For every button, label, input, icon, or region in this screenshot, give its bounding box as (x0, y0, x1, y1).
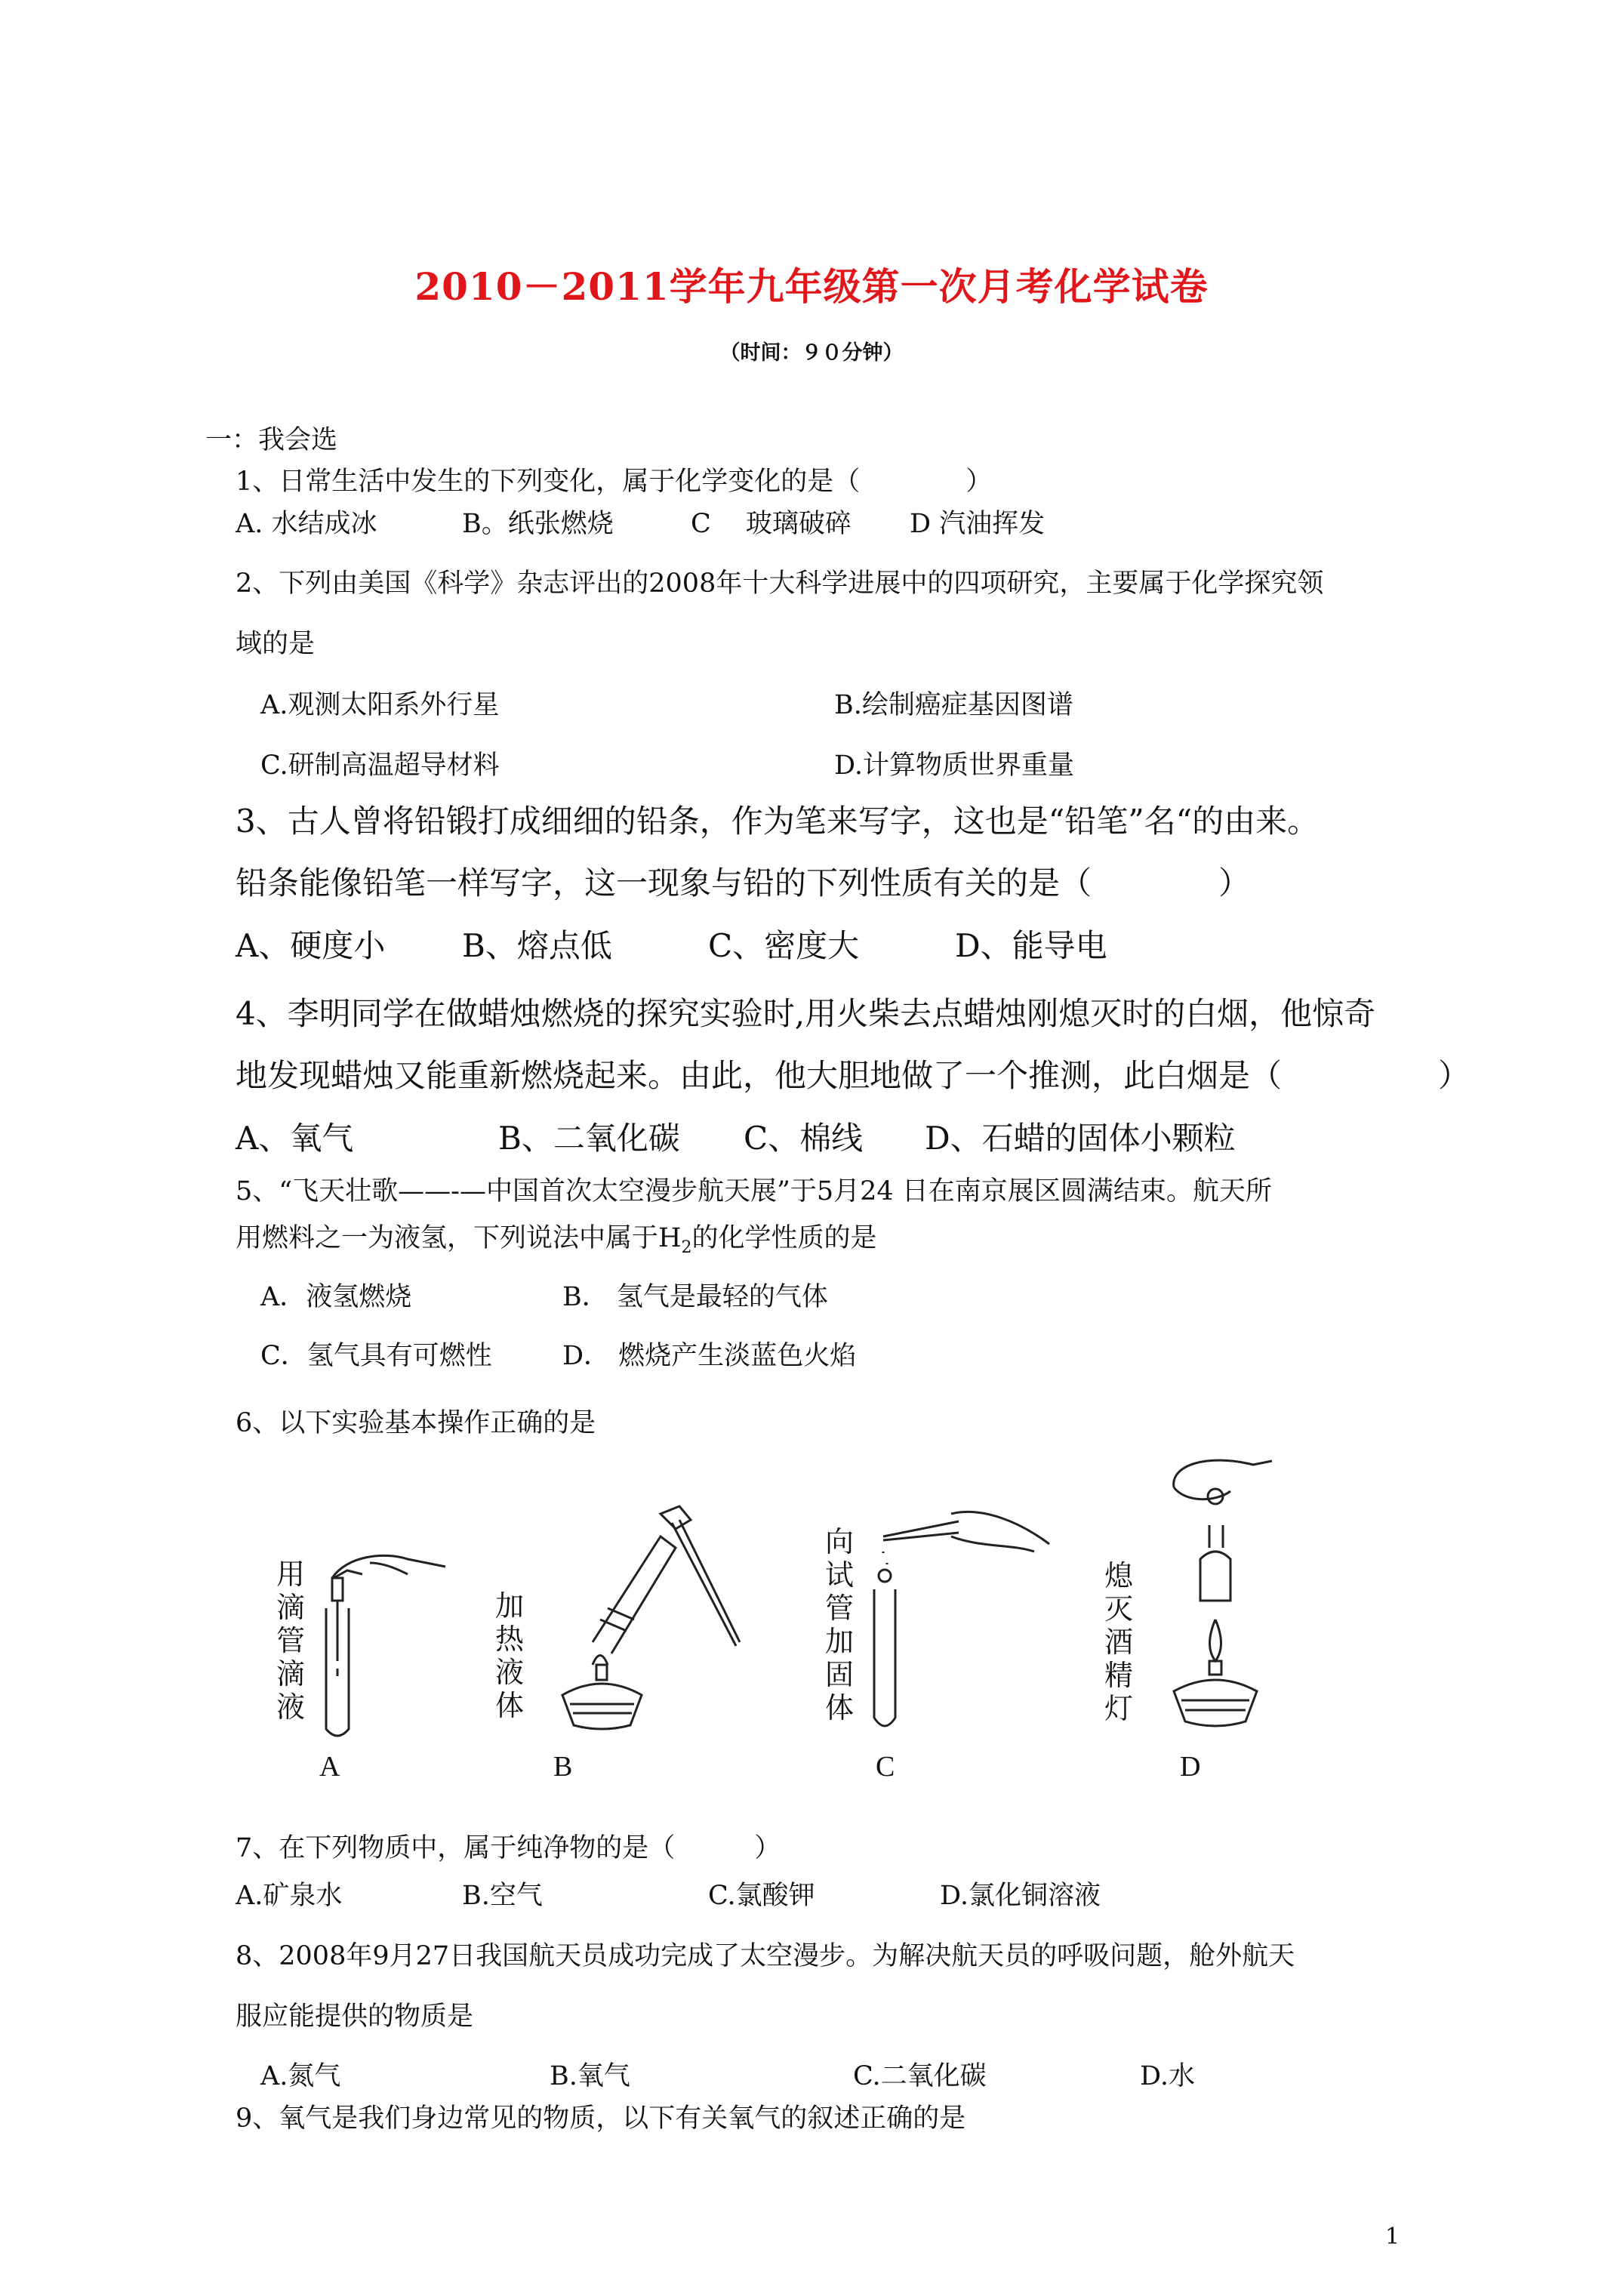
question-4-option-b: B、二氧化碳 (498, 1120, 680, 1157)
question-2-option-b: B.绘制癌症基因图谱 (834, 690, 1073, 720)
question-6-stem: 6、以下实验基本操作正确的是 (236, 1408, 596, 1438)
question-4-option-d: D、石蜡的固体小颗粒 (925, 1120, 1236, 1157)
figure-c-letter: C (876, 1751, 895, 1783)
question-9-stem: 9、氧气是我们身边常见的物质，以下有关氧气的叙述正确的是 (236, 2103, 966, 2134)
question-2-option-c: C.研制高温超导材料 (260, 750, 500, 781)
question-7-option-b: B.空气 (462, 1881, 543, 1911)
figure-c-label: 向试管加固体 (824, 1525, 854, 1724)
question-1-option-b: B。纸张燃烧 (462, 509, 614, 539)
question-5-stem-line-1: 5、“飞天壮歌——-—中国首次太空漫步航天展”于5月24 日在南京展区圆满结束。航天所 (236, 1176, 1272, 1207)
figure-b-label: 加热液体 (494, 1589, 524, 1722)
question-8-option-a: A.氮气 (260, 2061, 341, 2091)
question-5-stem-part-1: 用燃料之一为液氢，下列说法中属于H (236, 1223, 682, 1253)
question-5-subscript: 2 (681, 1238, 692, 1257)
section-heading: 一：我会选 (205, 425, 338, 455)
question-8-stem-line-1: 8、2008年9月27日我国航天员成功完成了太空漫步。为解决航天员的呼吸问题，舱外航天 (236, 1941, 1295, 1971)
question-2-stem-line-1: 2、下列由美国《科学》杂志评出的2008年十大科学进展中的四项研究，主要属于化学探究领 (236, 569, 1324, 599)
question-4-option-a: A、氧气 (236, 1120, 354, 1157)
question-5-option-a: A．液氢燃烧 (260, 1282, 412, 1312)
question-3-stem-line-1: 3、古人曾将铅锻打成细细的铅条，作为笔来写字，这也是“铅笔”名“的由来。 (236, 803, 1320, 840)
question-3-option-d: D、能导电 (955, 927, 1107, 964)
figure-d-lamp-illustration (1155, 1450, 1291, 1744)
question-1-option-c: C 玻璃破碎 (691, 509, 852, 539)
figure-a-label: 用滴管滴液 (276, 1558, 305, 1724)
question-4-answer-bracket: ） (1438, 1057, 1471, 1094)
question-8-option-c: C.二氧化碳 (853, 2061, 987, 2091)
question-4-option-c: C、棉线 (744, 1120, 864, 1157)
figure-d-label: 熄灭酒精灯 (1104, 1559, 1133, 1725)
question-4-stem-line-1: 4、李明同学在做蜡烛燃烧的探究实验时,用火柴去点蜡烛刚熄灭时的白烟，他惊奇 (236, 995, 1376, 1032)
question-5-option-d: D． 燃烧产生淡蓝色火焰 (562, 1341, 857, 1371)
figure-a-dropper-illustration (317, 1540, 453, 1744)
question-7-option-d: D.氯化铜溶液 (940, 1881, 1101, 1911)
question-1-option-a: A. 水结成冰 (236, 509, 377, 539)
question-2-option-d: D.计算物质世界重量 (834, 750, 1074, 781)
question-4-stem-line-2: 地发现蜡烛又能重新燃烧起来。由此，他大胆地做了一个推测，此白烟是（ (236, 1057, 1283, 1094)
question-1-stem: 1、日常生活中发生的下列变化，属于化学变化的是（ ） (236, 467, 993, 497)
figure-b-letter: B (553, 1751, 573, 1783)
figure-b-heating-illustration (547, 1506, 744, 1748)
figure-a-letter: A (319, 1751, 340, 1783)
question-5-stem-part-2: 的化学性质的是 (691, 1223, 877, 1253)
question-8-option-d: D.水 (1140, 2061, 1195, 2091)
page-number: 1 (1385, 2224, 1400, 2250)
figure-d-letter: D (1180, 1751, 1201, 1783)
question-2-stem-line-2: 域的是 (236, 629, 316, 659)
exam-duration: （时间：９０分钟） (719, 341, 904, 365)
question-5-stem-line-2 (236, 1217, 877, 1257)
page-title: 2010－2011学年九年级第一次月考化学试卷 (414, 264, 1209, 309)
question-2-option-a: A.观测太阳系外行星 (260, 690, 500, 720)
question-7-stem: 7、在下列物质中，属于纯净物的是（ ） (236, 1833, 781, 1863)
question-8-stem-line-2: 服应能提供的物质是 (236, 2002, 474, 2032)
figure-c-tweezers-illustration (868, 1491, 1057, 1737)
question-3-stem-line-2: 铅条能像铅笔一样写字，这一现象与铅的下列性质有关的是（ ） (236, 864, 1251, 901)
question-5-option-b: B． 氢气是最轻的气体 (562, 1282, 828, 1312)
question-7-option-c: C.氯酸钾 (708, 1881, 815, 1911)
question-3-option-b: B、熔点低 (462, 927, 612, 964)
question-1-option-d: D 汽油挥发 (910, 509, 1046, 539)
question-3-option-a: A、硬度小 (236, 927, 386, 964)
question-8-option-b: B.氧气 (550, 2061, 630, 2091)
question-5-option-c: C．氢气具有可燃性 (260, 1341, 492, 1371)
question-3-option-c: C、密度大 (708, 927, 860, 964)
question-7-option-a: A.矿泉水 (236, 1881, 343, 1911)
